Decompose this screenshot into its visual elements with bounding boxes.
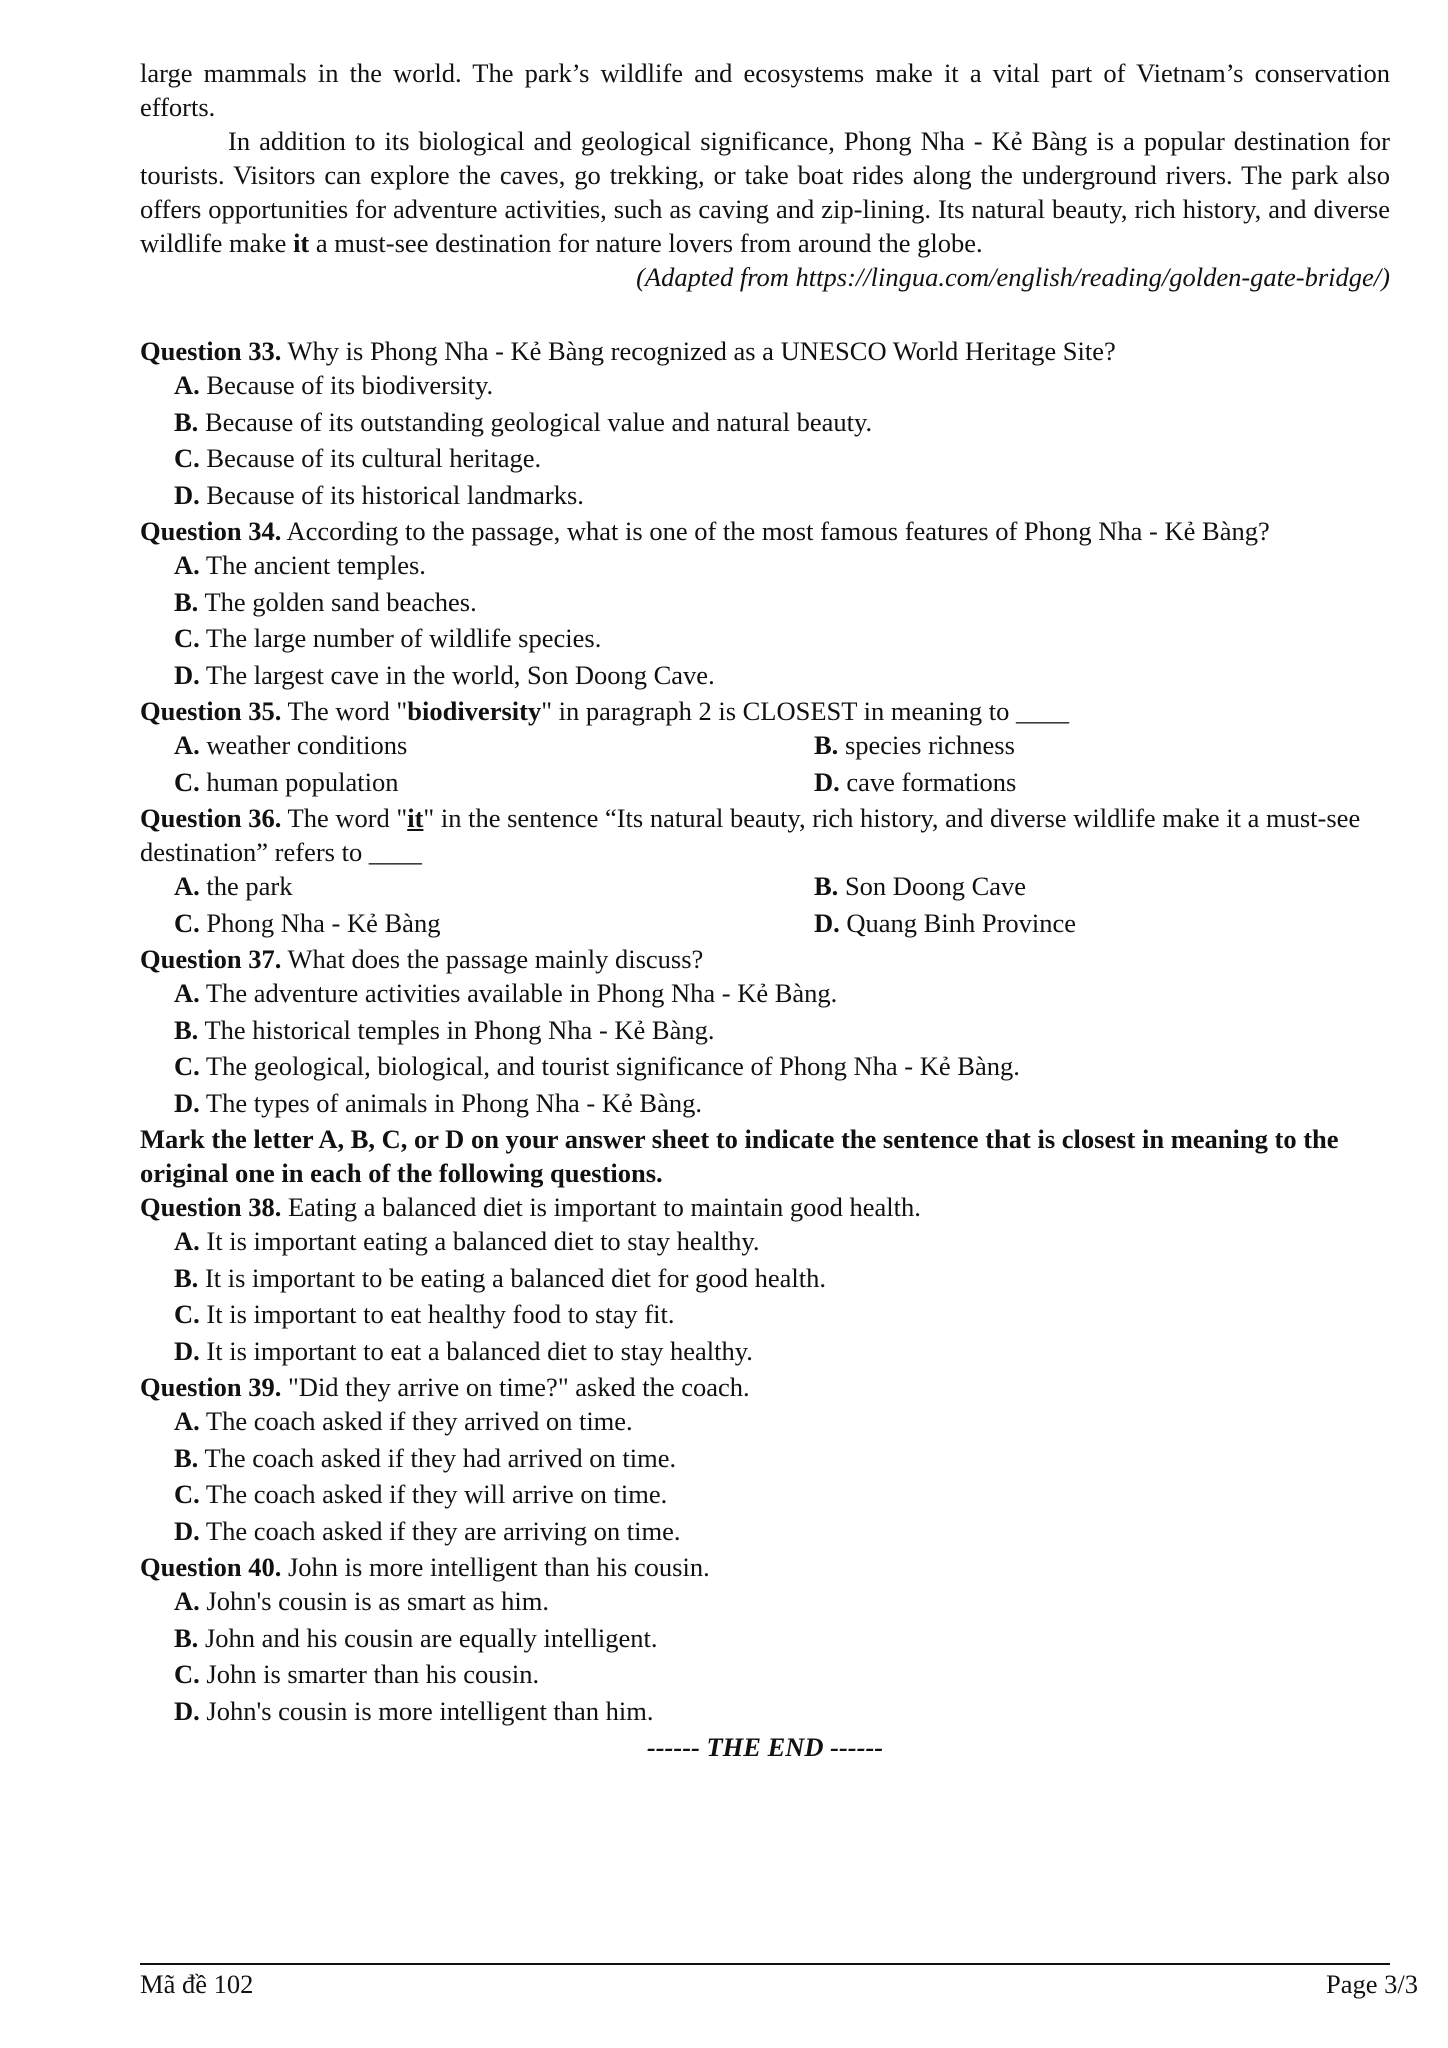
option-text: John and his cousin are equally intelligent. [198,1622,658,1653]
option-letter: B. [814,730,839,760]
option-text: The coach asked if they arrived on time. [199,1406,633,1436]
option-text: species richness [838,730,1015,760]
option-b[interactable] [814,728,1390,763]
option-text: Because of its biodiversity. [199,370,494,400]
exam-page-content [140,56,1390,1791]
option-a[interactable] [174,1584,1390,1619]
question-number: Question 38. [140,1192,282,1222]
option-letter: D. [174,659,200,690]
question-number: Question 34. [140,516,282,546]
option-letter: B. [814,871,839,901]
option-a[interactable] [174,1404,1390,1439]
option-c[interactable] [174,765,814,800]
option-letter: B. [174,406,199,437]
option-letter: A. [174,1226,200,1256]
option-b[interactable] [174,1261,1390,1296]
option-c[interactable] [174,441,1390,476]
option-text: The adventure activities available in Phong Nha - Kẻ Bàng. [199,978,838,1008]
option-d[interactable] [174,1086,1390,1121]
option-text: Quang Binh Province [839,907,1077,938]
option-letter: A. [174,550,200,580]
option-text: cave formations [839,766,1017,797]
question-stem: Eating a balanced diet is important to maintain good health. [281,1192,921,1222]
passage-paragraph-top: large mammals in the world. The park’s wildlife and ecosystems make it a vital part of Vietnam’s conservation efforts. [140,58,1390,122]
option-letter: C. [174,623,200,653]
option-text: The types of animals in Phong Nha - Kẻ Bàng. [199,1087,702,1118]
option-letter: D. [814,907,840,938]
option-text: Because of its cultural heritage. [199,443,542,473]
option-letter: D. [174,1695,200,1726]
question-keyword: it [407,803,424,833]
question-stem: According to the passage, what is one of the most famous features of Phong Nha - Kẻ Bàng? [281,516,1270,546]
option-c[interactable] [174,621,1390,656]
option-text: It is important to be eating a balanced diet for good health. [198,1262,827,1293]
option-b[interactable] [174,1441,1390,1476]
option-letter: D. [814,766,840,797]
option-letter: D. [174,1087,200,1118]
option-letter: D. [174,1335,200,1366]
option-d[interactable] [174,1694,1390,1729]
passage-paragraph-last [140,124,1390,260]
option-a[interactable] [174,728,814,763]
option-d[interactable] [174,1514,1390,1549]
option-text: The ancient temples. [199,550,426,580]
question-38 [140,1190,1390,1224]
option-c[interactable] [174,1657,1390,1692]
option-letter: C. [174,1659,200,1689]
option-letter: A. [174,730,200,760]
question-36 [140,801,1390,869]
option-text: Because of its historical landmarks. [199,479,584,510]
option-letter: A. [174,871,200,901]
question-keyword: biodiversity [407,696,542,726]
passage-text: In addition to its biological and geological significance, Phong Nha - Kẻ Bàng is a popular destination for tourists. Visitors can explore the caves, go trekking, or take boat rides along the underground rivers. The park also offers opportunities for adventure activities, such as caving and zip-lining. Its natural beauty, rich history, and diverse wildlife make [140,126,1390,258]
option-text: The large number of wildlife species. [199,623,602,653]
option-a[interactable] [174,548,1390,583]
option-text: Phong Nha - Kẻ Bàng [199,907,441,938]
option-text: The coach asked if they are arriving on time. [199,1515,681,1546]
option-b[interactable] [174,1013,1390,1048]
option-d[interactable] [174,658,1390,693]
option-text: John's cousin is as smart as him. [199,1586,550,1616]
page-number: Page 3/3 [1326,1969,1418,1999]
option-text: It is important to eat a balanced diet to stay healthy. [199,1335,753,1366]
option-b[interactable] [174,585,1390,620]
question-number: Question 39. [140,1372,282,1402]
options-grid [174,869,1390,942]
option-letter: A. [174,370,200,400]
option-text: The historical temples in Phong Nha - Kẻ Bàng. [198,1014,715,1045]
question-stem: Why is Phong Nha - Kẻ Bàng recognized as a UNESCO World Heritage Site? [281,336,1116,366]
footer-divider [140,1963,1390,1965]
option-c[interactable] [174,906,814,941]
question-40 [140,1550,1390,1584]
option-letter: C. [174,1479,200,1509]
question-number: Question 37. [140,944,282,974]
option-b[interactable] [814,869,1390,904]
question-39 [140,1370,1390,1404]
option-b[interactable] [174,405,1390,440]
question-35 [140,694,1390,728]
option-text: It is important eating a balanced diet to stay healthy. [199,1226,760,1256]
passage-source: (Adapted from https://lingua.com/english/reading/golden-gate-bridge/) [636,262,1390,292]
option-b[interactable] [174,1621,1390,1656]
question-stem: What does the passage mainly discuss? [281,944,704,974]
option-d[interactable] [814,906,1390,941]
question-stem-end: " in paragraph 2 is CLOSEST in meaning to ____ [541,696,1069,726]
option-a[interactable] [174,1224,1390,1259]
option-letter: C. [174,907,200,938]
question-stem: The word " [281,803,408,833]
question-37 [140,942,1390,976]
passage-bold-it: it [293,228,310,258]
option-letter: D. [174,479,200,510]
option-letter: C. [174,443,200,473]
option-letter: D. [174,1515,200,1546]
option-text: It is important to eat healthy food to stay fit. [199,1299,675,1329]
option-text: John's cousin is more intelligent than him. [199,1695,654,1726]
option-text: Because of its outstanding geological value and natural beauty. [198,406,873,437]
option-text: The golden sand beaches. [198,586,477,617]
option-letter: C. [174,766,200,797]
question-group [140,334,1390,1764]
option-letter: A. [174,1406,200,1436]
question-33 [140,334,1390,368]
option-letter: A. [174,1586,200,1616]
option-c[interactable] [174,1477,1390,1512]
exam-code: Mã đề 102 [140,1969,254,1999]
option-a[interactable] [174,368,1390,403]
option-text: Son Doong Cave [838,871,1027,901]
option-c[interactable] [174,1297,1390,1332]
question-number: Question 40. [140,1552,282,1582]
option-text: weather conditions [199,730,408,760]
option-text: The geological, biological, and tourist significance of Phong Nha - Kẻ Bàng. [199,1051,1020,1081]
option-a[interactable] [174,869,814,904]
option-letter: B. [174,586,199,617]
option-letter: B. [174,1262,199,1293]
option-letter: B. [174,1442,199,1473]
option-c[interactable] [174,1049,1390,1084]
option-text: The coach asked if they will arrive on time. [199,1479,668,1509]
option-letter: A. [174,978,200,1008]
option-text: the park [199,871,293,901]
question-stem: John is more intelligent than his cousin. [281,1552,710,1582]
option-text: John is smarter than his cousin. [199,1659,540,1689]
the-end-marker: ------ THE END ------ [646,1732,884,1762]
passage-text-end: a must-see destination for nature lovers from around the globe. [309,228,983,258]
section-instruction: Mark the letter A, B, C, or D on your answer sheet to indicate the sentence that is closest in meaning to the original one in each of the following questions. [140,1124,1339,1188]
option-letter: B. [174,1622,199,1653]
question-number: Question 33. [140,336,282,366]
question-number: Question 35. [140,696,282,726]
question-number: Question 36. [140,803,282,833]
question-stem-end: " in the sentence “Its natural beauty, rich history, and diverse wildlife make it a must-see destination” refers to ____ [140,803,1361,867]
option-letter: C. [174,1051,200,1081]
option-text: The largest cave in the world, Son Doong Cave. [199,659,715,690]
option-letter: C. [174,1299,200,1329]
option-d[interactable] [174,478,1390,513]
option-d[interactable] [814,765,1390,800]
question-34 [140,514,1390,548]
option-letter: B. [174,1014,199,1045]
option-text: human population [199,766,399,797]
option-d[interactable] [174,1334,1390,1369]
option-a[interactable] [174,976,1390,1011]
question-stem: The word " [281,696,408,726]
option-text: The coach asked if they had arrived on time. [198,1442,677,1473]
question-stem: "Did they arrive on time?" asked the coach. [281,1372,750,1402]
options-grid [174,728,1390,801]
